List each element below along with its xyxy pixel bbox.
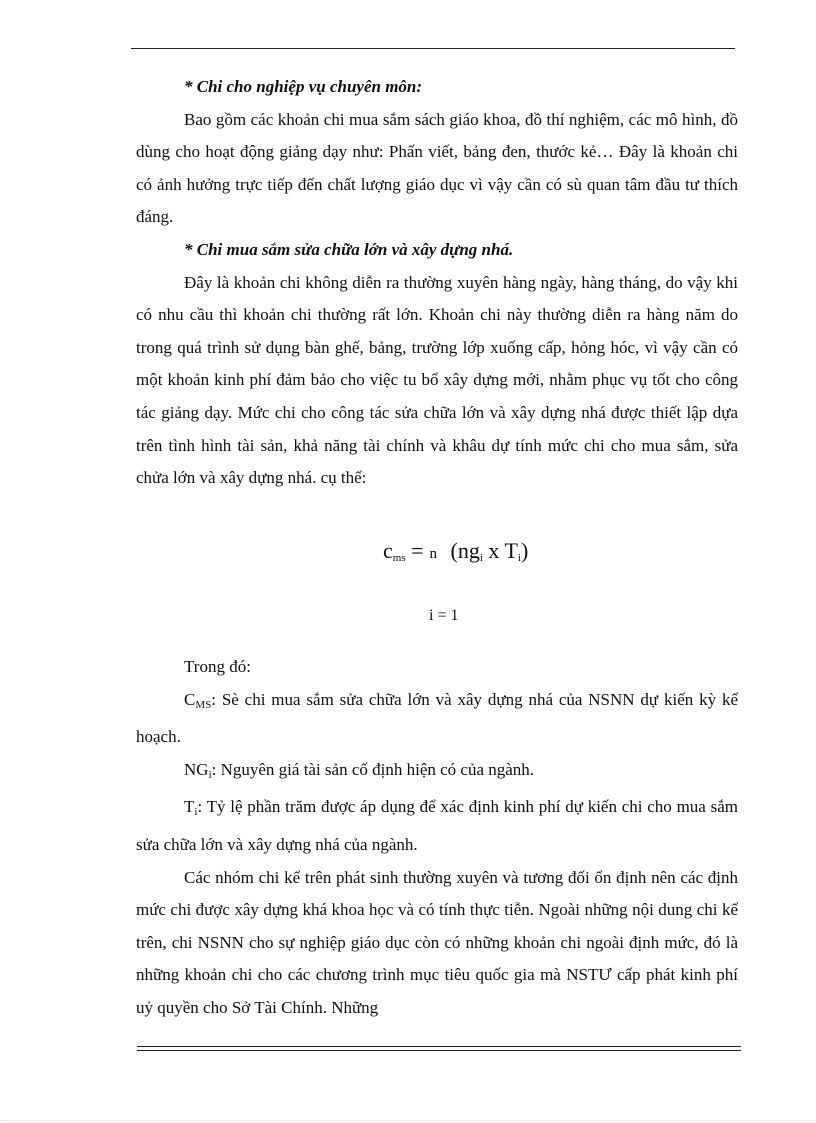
where-label: Trong đó:	[184, 657, 251, 676]
definition-t-text: : Tỷ lệ phần trăm được áp dụng để xác định kinh phí dự kiến chi cho mua sắm sửa chữa lớn và xây dựng nhá của ngành.	[136, 797, 738, 854]
formula-close-paren: )	[521, 538, 529, 563]
formula-equals: =	[411, 538, 424, 563]
formula-c: c	[383, 538, 393, 563]
formula-index-range: i = 1	[429, 607, 459, 624]
heading-repair-construction: * Chi mua sắm sửa chữa lớn và xây dựng nhá.	[184, 239, 514, 259]
definition-cms-subscript: MS	[195, 698, 212, 711]
paragraph-repair-construction: Đây là khoản chi không diễn ra thường xuyên hàng ngày, hàng tháng, do vậy khi có nhu cầu thì khoản chi thường rất lớn. Khoản chi này thường diễn ra hàng năm do trong quá trình sử dụng bàn ghế, bảng, trường lớp xuống cấp, hỏng hóc, vì vậy cần có một khoản kinh phí đảm bảo cho việc tu bổ xây dựng mới, nhằm phục vụ tốt cho công tác giảng dạy. Mức chi cho công tác sửa chữa lớn và xây dựng nhá được thiết lập dựa trên tình hình tài sản, khả năng tài chính và khâu dự tính mức chi cho mua sắm, sửa chửa lớn và xây dựng nhá. cụ thể:	[136, 272, 738, 488]
page-body-upper	[136, 71, 738, 495]
formula-ng-subscript: i	[479, 552, 483, 564]
definition-t-subscript: i	[194, 806, 198, 819]
paragraph-professional-expenses: Bao gồm các khoản chi mua sắm sách giáo khoa, đồ thí nghiệm, các mô hình, đồ dùng cho hoạt động giảng dạy như: Phấn viết, bảng đen, thước kẻ… Đây là khoản chi có ảnh hưởng trực tiếp đến chất lượng giáo dục vì vậy cần có sù quan tâm đầu tư thích đáng.	[136, 109, 738, 227]
definition-t-symbol: T	[184, 797, 195, 817]
definition-ng-symbol: NG	[184, 759, 209, 779]
formula-t-subscript: i	[517, 552, 522, 564]
definition-cms-text: : Sè chi mua sắm sửa chữa lớn và xây dựng nhá của NSNN dự kiến kỳ kế hoạch.	[136, 689, 738, 747]
formula-upper-limit: n	[429, 546, 438, 562]
paragraph-non-norm-expenses: Các nhóm chi kể trên phát sinh thường xuyên và tương đối ổn định nên các định mức chi được xây dựng khá khoa học và có tính thực tiễn. Ngoài những nội dung chi kể trên, chi NSNN cho sự nghiệp giáo dục còn có những khoản chi ngoài định mức, đó là những khoản chi cho các chương trình mục tiêu quốc gia mà NSTƯ cấp phát kinh phí uỷ quyền cho Sở Tài Chính. Những	[136, 867, 738, 1017]
page-body-lower	[136, 651, 738, 1025]
header-rule	[131, 48, 735, 49]
definition-t	[136, 791, 738, 861]
definition-ng-text: : Nguyên giá tài sản cố định hiện có của ngành.	[211, 759, 535, 779]
formula-c-subscript: ms	[392, 552, 406, 564]
formula-times-t: x T	[488, 538, 518, 563]
formula-ng: (ng	[450, 538, 480, 563]
formula-main	[383, 538, 528, 564]
definition-cms-symbol: C	[184, 689, 196, 709]
definition-ng-subscript: i	[208, 768, 212, 781]
definition-cms	[136, 684, 738, 754]
page-edge-dots	[0, 1120, 816, 1121]
definition-ng	[136, 754, 738, 792]
heading-professional-expenses: * Chi cho nghiệp vụ chuyên môn:	[184, 77, 423, 96]
footer-rule	[137, 1046, 741, 1051]
